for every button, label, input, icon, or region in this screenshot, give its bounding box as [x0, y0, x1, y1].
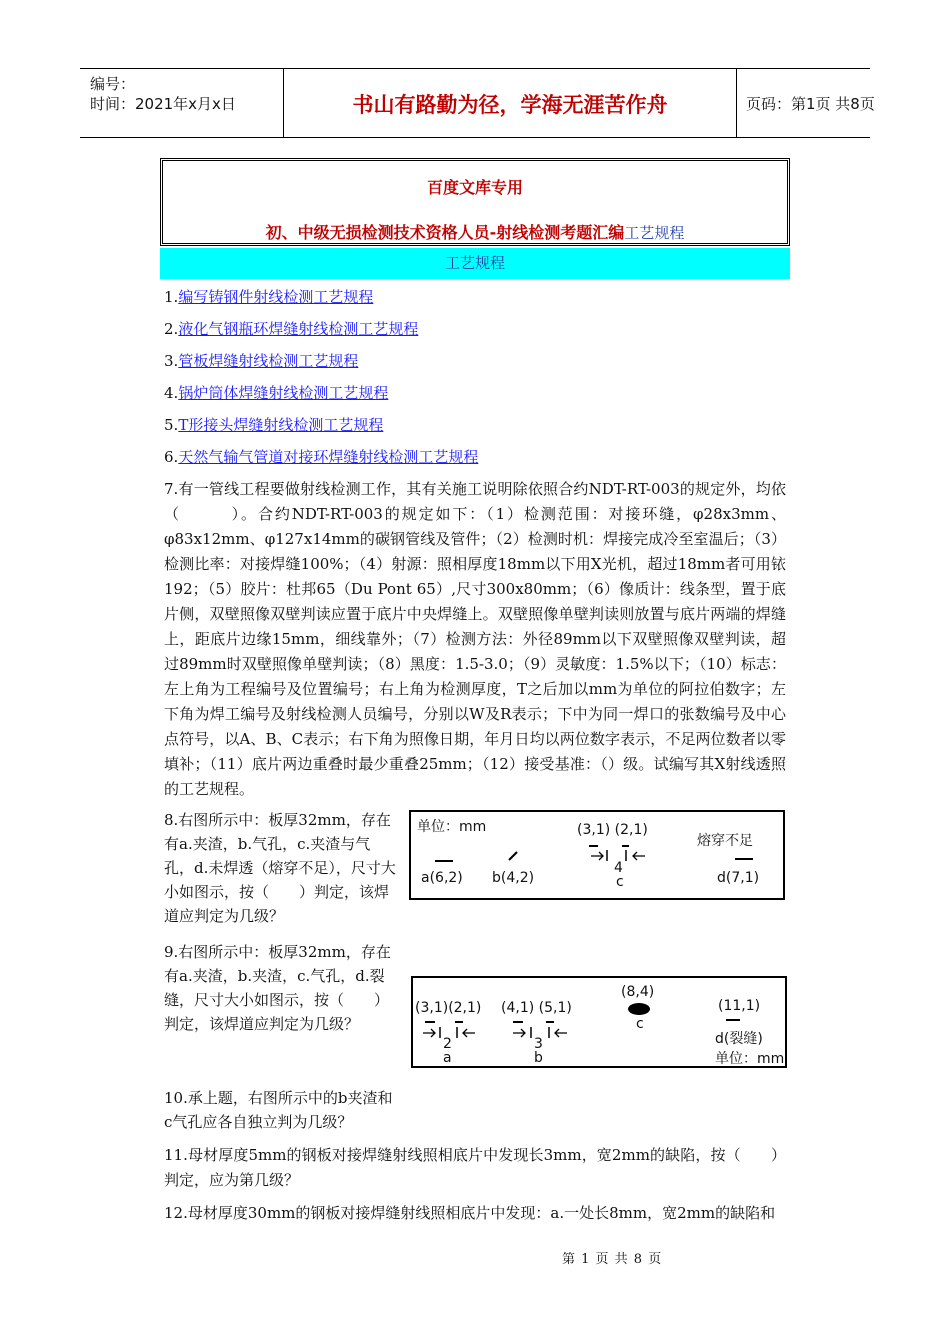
item-number: 6. — [164, 448, 179, 466]
fig2-unit-label: 单位：mm — [715, 1051, 785, 1067]
fig1-unit-label: 单位：mm — [417, 819, 487, 835]
header-left-cell — [80, 69, 283, 137]
fig1-c-spacing: 4 — [614, 860, 623, 876]
page-header — [80, 68, 875, 138]
fig2-c-label: c — [636, 1016, 644, 1032]
defect-b-pore — [509, 852, 517, 860]
fig2-a-spacing: 2 — [443, 1036, 452, 1052]
header-right-cell — [736, 69, 875, 137]
arrow-right-icon — [423, 1029, 435, 1037]
item-link[interactable]: 天然气输气管道对接环焊缝射线检测工艺规程 — [178, 448, 479, 466]
question-12: 12.母材厚度30mm的钢板对接焊缝射线照相底片中发现：a.一处长8mm，宽2mm的缺陷和 — [164, 1204, 776, 1222]
page-footer: 第 1 页 共 8 页 — [562, 1252, 663, 1267]
list-item — [164, 350, 358, 371]
title-line1: 百度文库专用 — [426, 178, 523, 197]
arrow-left-icon — [463, 1029, 475, 1037]
arrow-right-icon — [513, 1029, 525, 1037]
question-8: 8.右图所示中：板厚32mm，存在有a.夹渣，b.气孔，c.夹渣与气孔，d.未焊透（熔穿不足），尺寸大小如图示，按（ ）判定，该焊道应判定为几级？ — [164, 811, 396, 925]
item-link[interactable]: T形接头焊缝射线检测工艺规程 — [178, 416, 384, 434]
arrow-left-icon — [633, 852, 645, 860]
fig2-defect-drawing — [413, 978, 785, 1066]
item-number: 2. — [164, 320, 179, 338]
item-number: 5. — [164, 416, 179, 434]
item-link[interactable]: 管板焊缝射线检测工艺规程 — [178, 352, 359, 370]
figure-q8 — [409, 810, 785, 900]
list-item — [164, 318, 418, 339]
question-10: 10.承上题，右图所示中的b夹渣和c气孔应各自独立判为几级？ — [164, 1089, 393, 1131]
item-link[interactable]: 锅炉筒体焊缝射线检测工艺规程 — [178, 384, 389, 402]
list-item — [164, 414, 383, 435]
item-link[interactable]: 液化气钢瓶环焊缝射线检测工艺规程 — [178, 320, 419, 338]
fig2-c-dimensions: (8,4) — [621, 984, 655, 1000]
title-box — [160, 158, 790, 246]
header-center-cell — [283, 69, 737, 137]
fig1-defect-drawing — [411, 812, 783, 898]
document-number-label: 编号： — [90, 75, 136, 93]
item-link[interactable]: 编写铸钢件射线检测工艺规程 — [178, 288, 374, 306]
title-line2 — [163, 220, 787, 243]
fig2-a-dimensions: (3,1)(2,1) — [415, 1000, 482, 1016]
header-motto: 书山有路勤为径，学海无涯苦作舟 — [352, 93, 668, 117]
question-11: 11.母材厚度5mm的钢板对接焊缝射线照相底片中发现长3mm，宽2mm的缺陷，按（ ）判定，应为第几级？ — [164, 1146, 786, 1189]
item-number: 1. — [164, 288, 179, 306]
fig1-d-label: d(7,1) — [717, 870, 760, 886]
fig2-b-spacing: 3 — [534, 1036, 543, 1052]
question-7: 7.有一管线工程要做射线检测工作，其有关施工说明除依照合约NDT-RT-003的规定外，均依（ ）。合约NDT-RT-003的规定如下：（1）检测范围：对接环缝，φ28x3mm、φ83x12mm、φ127x14mm的碳钢管线及管件；（2）检测时机：焊接完成冷至室温后；（3）检测比率：对接焊缝100%；（4）射源：照相厚度18mm以下用X光机，超过18mm者可用铱192；（5）胶片：杜邦65（Du Pont 65）,尺寸300x80mm；（6）像质计：线条型，置于底片侧，双壁照像双壁判读应置于底片中央焊缝上。双壁照像单壁判读则放置与底片两端的焊缝上，距底片边缘15mm，细线靠外；（7）检测方法：外径89mm以下双壁照像双壁判读，超过89mm时双壁照像单壁判读；（8）黑度：1.5-3.0；（9）灵敏度：1.5%以下；（10）标志：左上角为工程编号及位置编号；右上角为检测厚度，T之后加以mm为单位的阿拉伯数字；左下角为焊工编号及射线检测人员编号，分别以W及R表示；下中为同一焊口的张数编号及中心点符号，以A、B、C表示；右下角为照像日期，年月日均以两位数字表示，不足两位数者以零填补；（11）底片两边重叠时最少重叠25mm；（12）接受基准：（）级。试编写其X射线透照的工艺规程。 — [164, 480, 786, 798]
section-bar: 工艺规程 — [160, 248, 790, 279]
list-item — [164, 286, 373, 307]
fig1-b-label: b(4,2) — [492, 870, 535, 886]
fig2-b-label: b — [534, 1050, 543, 1066]
page-code: 页码：第1页 共8页 — [746, 95, 875, 113]
list-item — [164, 446, 478, 467]
item-number: 3. — [164, 352, 179, 370]
figure-q9 — [411, 976, 787, 1068]
title-sub: 工艺规程 — [624, 224, 685, 242]
fig1-a-label: a(6,2) — [421, 870, 463, 886]
arrow-left-icon — [555, 1029, 567, 1037]
fig2-b-dimensions: (4,1) (5,1) — [501, 1000, 572, 1016]
list-item — [164, 382, 388, 403]
question-9: 9.右图所示中：板厚32mm，存在有a.夹渣，b.夹渣，c.气孔，d.裂缝，尺寸大小如图示，按（ ）判定，该焊道应判定为几级？ — [164, 943, 391, 1033]
fig2-a-label: a — [443, 1050, 452, 1066]
fig1-c-label: c — [616, 874, 624, 890]
item-number: 4. — [164, 384, 179, 402]
fig1-c-dimensions: (3,1) (2,1) — [577, 822, 648, 838]
document-time-label: 时间：2021年x月x日 — [90, 95, 236, 113]
fig2-d-dimensions: (11,1) — [718, 998, 761, 1014]
fig1-d-title: 熔穿不足 — [697, 833, 753, 849]
title-main: 初、中级无损检测技术资格人员-射线检测考题汇编 — [265, 223, 625, 242]
arrow-right-icon — [591, 852, 603, 860]
fig2-d-label: d(裂缝) — [715, 1031, 763, 1047]
defect-c-pore — [628, 1003, 650, 1015]
